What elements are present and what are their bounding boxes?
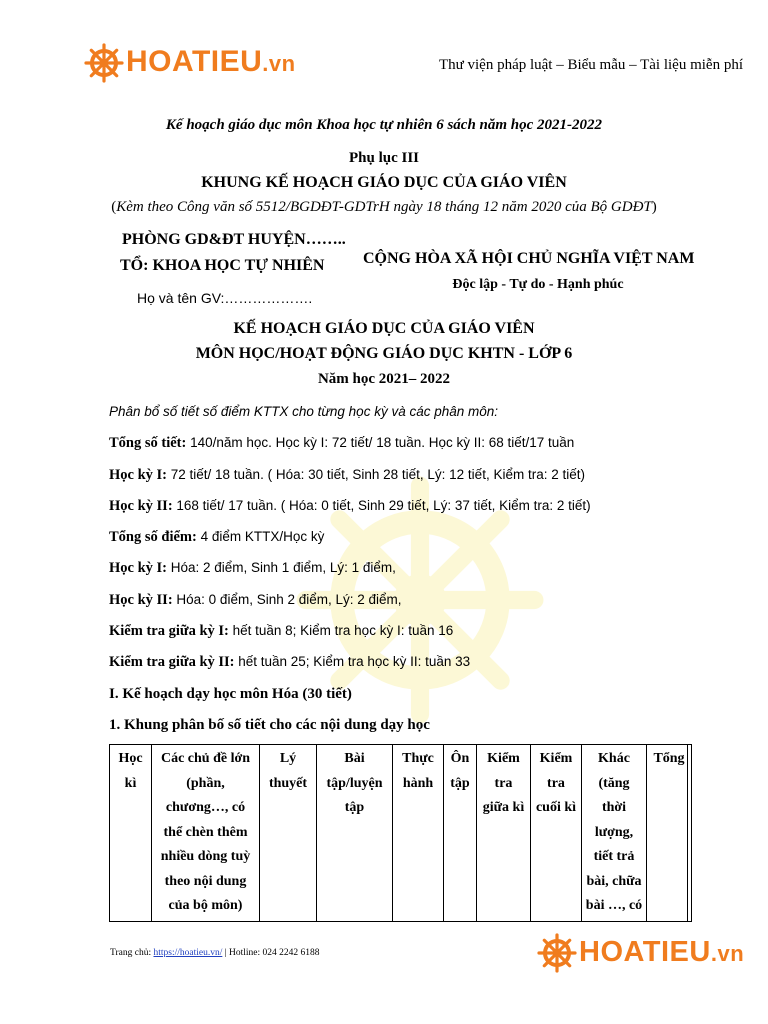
header-midterm-test: Kiểm tra giữa kì [477, 745, 531, 922]
national-motto: Độc lập - Tự do - Hạnh phúc [452, 277, 624, 292]
site-tagline: Thư viện pháp luật – Biểu mẫu – Tài liệu miễn phí [438, 57, 743, 73]
header-total: Tổng [647, 745, 692, 922]
lesson-allocation-table [109, 744, 692, 922]
teacher-name-field: Họ và tên GV:………………. [137, 290, 313, 306]
ship-wheel-icon [537, 933, 577, 973]
allocation-summary [109, 402, 749, 746]
brand-logo[interactable] [84, 42, 296, 84]
footer-brand-logo[interactable] [537, 932, 744, 974]
reference-note: (Kèm theo Công văn số 5512/BGDĐT-GDTrH ngày 18 tháng 12 năm 2020 của Bộ GDĐT) [111, 199, 657, 215]
summary-line: Học kỳ I: Hóa: 2 điểm, Sinh 1 điểm, Lý: 1 điểm, [109, 560, 396, 577]
header-final-test: Kiểm tra cuối kì [531, 745, 582, 922]
footer-home-link[interactable]: https://hoatieu.vn/ [153, 948, 223, 958]
footer-home-label: Trang chủ: [110, 948, 154, 958]
republic-heading: CỘNG HÒA XÃ HỘI CHỦ NGHĨA VIỆT NAM [363, 250, 695, 267]
document-title: Kế hoạch giáo dục môn Khoa học tự nhiên 6 sách năm học 2021-2022 [165, 117, 603, 133]
framework-title: KHUNG KẾ HOẠCH GIÁO DỤC CỦA GIÁO VIÊN [201, 174, 567, 191]
allocation-note: Phân bổ số tiết số điểm KTTX cho từng học kỳ và các phân môn: [109, 404, 499, 419]
summary-line: Kiểm tra giữa kỳ I: hết tuần 8; Kiểm tra học kỳ I: tuần 16 [109, 623, 454, 640]
summary-line: Học kỳ I: 72 tiết/ 18 tuần. ( Hóa: 30 tiết, Sinh 28 tiết, Lý: 12 tiết, Kiểm tra: 2 tiết) [109, 466, 585, 483]
department-name: PHÒNG GD&ĐT HUYỆN…….. [122, 231, 346, 248]
summary-line: Học kỳ II: Hóa: 0 điểm, Sinh 2 điểm, Lý: 2 điểm, [109, 591, 402, 608]
footer-hotline: | Hotline: 024 2242 6188 [222, 948, 320, 958]
header-exercises: Bài tập/luyện tập [317, 745, 393, 922]
plan-title: KẾ HOẠCH GIÁO DỤC CỦA GIÁO VIÊN [233, 320, 535, 337]
school-year: Năm học 2021– 2022 [317, 371, 451, 387]
summary-line: Tổng số tiết: 140/năm học. Học kỳ I: 72 tiết/ 18 tuần. Học kỳ II: 68 tiết/17 tuần [109, 435, 575, 452]
footer-brand-name: HOATIEU.vn [579, 936, 745, 968]
page-header [0, 0, 768, 100]
page-footer [110, 948, 320, 958]
header-semester: Học kì [110, 745, 152, 922]
header-other: Khác (tăng thời lượng, tiết trả bài, chữa bài …, có [582, 745, 647, 922]
appendix-label: Phụ lục III [348, 150, 420, 166]
header-practice: Thực hành [393, 745, 444, 922]
header-theory: Lý thuyết [260, 745, 317, 922]
subject-title: MÔN HỌC/HOẠT ĐỘNG GIÁO DỤC KHTN - LỚP 6 [195, 345, 573, 362]
team-name: TỔ: KHOA HỌC TỰ NHIÊN [120, 257, 325, 274]
section-heading: I. Kế hoạch dạy học môn Hóa (30 tiết) [109, 685, 352, 702]
summary-line: Tổng số điểm: 4 điểm KTTX/Học kỳ [109, 529, 325, 546]
ship-wheel-icon [84, 43, 124, 83]
subsection-heading: 1. Khung phân bố số tiết cho các nội dung dạy học [109, 716, 430, 733]
summary-line: Kiểm tra giữa kỳ II: hết tuần 25; Kiểm tra học kỳ II: tuần 33 [109, 654, 471, 671]
brand-name: HOATIEU.vn [126, 45, 296, 78]
summary-line: Học kỳ II: 168 tiết/ 17 tuần. ( Hóa: 0 tiết, Sinh 29 tiết, Lý: 37 tiết, Kiểm tra: 2 tiết) [109, 497, 591, 514]
header-topics: Các chủ đề lớn (phần, chương…, có thể chèn thêm nhiều dòng tuỳ theo nội dung của bộ môn) [152, 745, 260, 922]
table-header-row [110, 745, 692, 922]
header-review: Ôn tập [444, 745, 477, 922]
